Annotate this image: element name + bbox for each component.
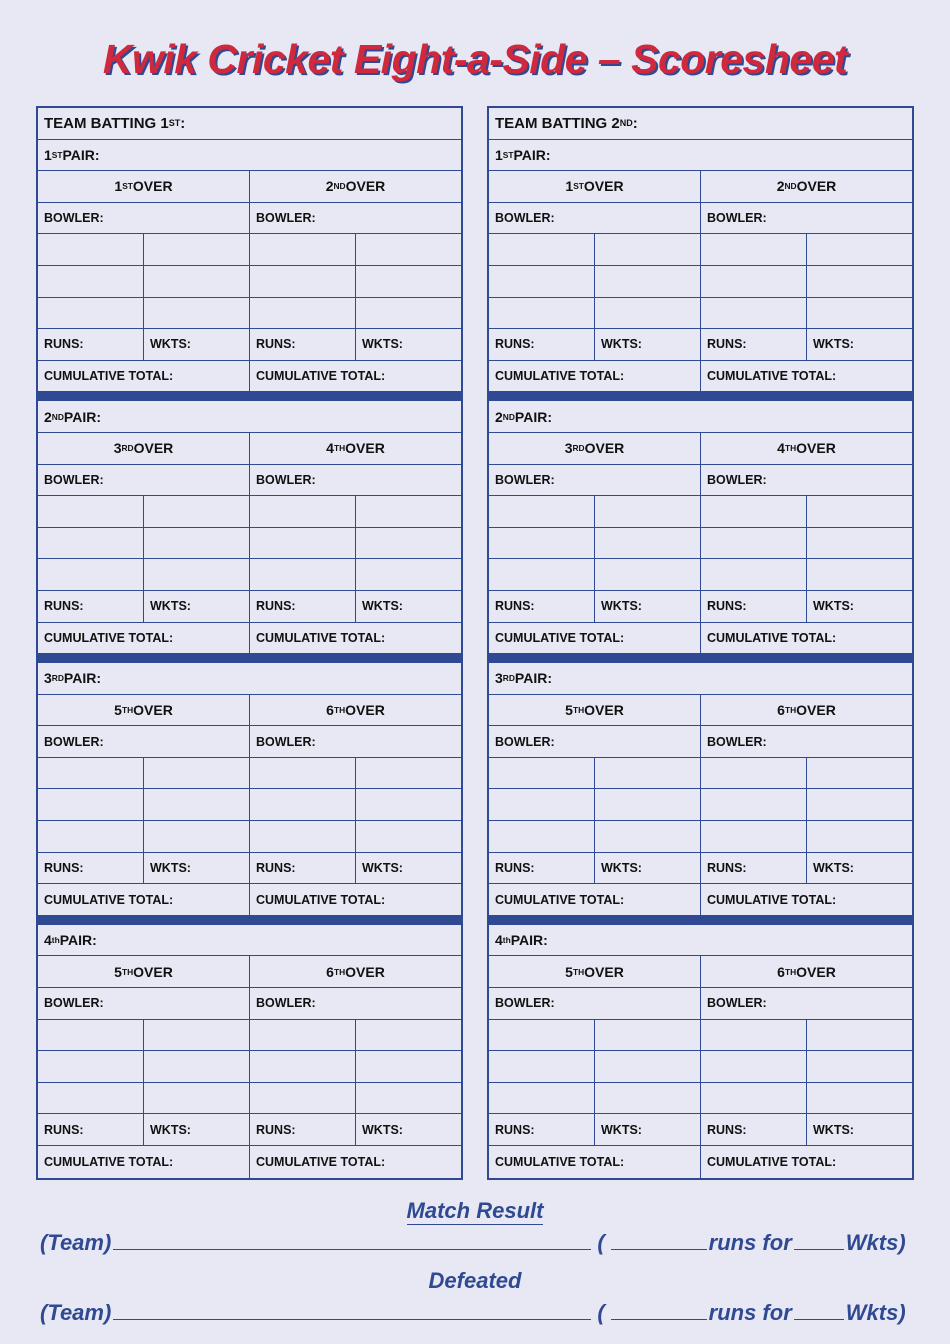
- wkts-label: Wkts): [845, 1230, 906, 1255]
- ball-entry-cell[interactable]: [356, 298, 461, 329]
- ball-entry-cell[interactable]: [489, 821, 595, 852]
- ball-entry-row: [489, 789, 912, 821]
- wkts-field[interactable]: WKTS:: [144, 591, 250, 622]
- over-header-row: [489, 171, 912, 203]
- ball-entry-cell[interactable]: [489, 789, 595, 820]
- pair-row: [489, 663, 912, 695]
- ball-entry-cell[interactable]: [250, 528, 356, 559]
- cumulative-total-row: [38, 1146, 461, 1178]
- pair-row: [489, 140, 912, 172]
- ball-entry-row: [489, 266, 912, 298]
- ball-entry-cell[interactable]: [144, 528, 250, 559]
- ball-entry-row: [38, 234, 461, 266]
- ball-entry-cell[interactable]: [144, 789, 250, 820]
- winning-team-line: [40, 1230, 912, 1256]
- bowler-row: [489, 988, 912, 1020]
- match-result-heading: [0, 1198, 950, 1224]
- cumulative-total-field[interactable]: CUMULATIVE TOTAL:: [489, 1146, 701, 1178]
- runs-wkts-row: [38, 329, 461, 361]
- ball-entry-cell[interactable]: [595, 1083, 701, 1114]
- ball-entry-cell[interactable]: [807, 821, 912, 852]
- ball-entry-row: [38, 1051, 461, 1083]
- ball-entry-row: [38, 1020, 461, 1052]
- cumulative-total-field[interactable]: CUMULATIVE TOTAL:: [38, 884, 250, 915]
- cumulative-total-field[interactable]: CUMULATIVE TOTAL:: [38, 623, 250, 654]
- ball-entry-row: [38, 559, 461, 591]
- over-header-row: [489, 695, 912, 727]
- over-label: 5 TH OVER: [38, 695, 250, 726]
- defeated-text: Defeated: [428, 1268, 522, 1293]
- bowler-field[interactable]: BOWLER:: [38, 988, 250, 1019]
- ball-entry-cell[interactable]: [701, 496, 807, 527]
- ball-entry-cell[interactable]: [356, 1020, 461, 1051]
- ball-entry-cell[interactable]: [489, 234, 595, 265]
- ball-entry-cell[interactable]: [807, 758, 912, 789]
- pair-row: [38, 663, 461, 695]
- runs-for-label: runs for: [708, 1230, 792, 1255]
- wkts-field[interactable]: WKTS:: [362, 599, 403, 614]
- ball-entry-cell[interactable]: [807, 1051, 912, 1082]
- runs-field[interactable]: RUNS:: [489, 1114, 595, 1145]
- ball-entry-row: [38, 821, 461, 853]
- ball-entry-row: [489, 298, 912, 330]
- ball-entry-cell[interactable]: [144, 1083, 250, 1114]
- bowler-field[interactable]: BOWLER:: [38, 726, 250, 757]
- over-label: 6 TH OVER: [777, 701, 836, 718]
- cumulative-total-field[interactable]: CUMULATIVE TOTAL:: [489, 361, 701, 392]
- ball-entry-cell[interactable]: [356, 789, 461, 820]
- ball-entry-cell[interactable]: [356, 821, 461, 852]
- ball-entry-row: [38, 789, 461, 821]
- team-label: (Team): [40, 1300, 112, 1325]
- cumulative-total-row: [489, 1146, 912, 1178]
- section-divider: [489, 916, 912, 925]
- wkts-field[interactable]: WKTS:: [362, 1122, 403, 1137]
- ball-entry-cell[interactable]: [250, 496, 356, 527]
- ball-entry-cell[interactable]: [144, 1020, 250, 1051]
- wkts-label: Wkts): [845, 1300, 906, 1325]
- ball-entry-cell[interactable]: [250, 1083, 356, 1114]
- ball-entry-cell[interactable]: [38, 496, 144, 527]
- bowler-field[interactable]: BOWLER:: [38, 465, 250, 496]
- bowler-field[interactable]: BOWLER:: [38, 203, 250, 234]
- ball-entry-cell[interactable]: [489, 266, 595, 297]
- ball-entry-row: [489, 1020, 912, 1052]
- team-2-scoresheet: [487, 106, 914, 1180]
- pair-label[interactable]: 4 th PAIR:: [44, 932, 97, 949]
- ball-entry-cell[interactable]: [807, 559, 912, 590]
- runs-field[interactable]: RUNS:: [38, 853, 144, 884]
- ball-entry-cell[interactable]: [489, 496, 595, 527]
- match-result-heading-text: Match Result: [406, 1198, 544, 1223]
- cumulative-total-row: [38, 361, 461, 393]
- over-label: 4 TH OVER: [326, 440, 385, 457]
- over-label: 5 TH OVER: [489, 956, 701, 987]
- bowler-row: [38, 988, 461, 1020]
- ball-entry-cell[interactable]: [701, 559, 807, 590]
- over-label: 5 TH OVER: [38, 956, 250, 987]
- wkts-field[interactable]: WKTS:: [595, 591, 701, 622]
- ball-entry-cell[interactable]: [807, 266, 912, 297]
- runs-field[interactable]: RUNS:: [38, 329, 144, 360]
- over-header-row: [38, 433, 461, 465]
- runs-wkts-row: [489, 1114, 912, 1146]
- wkts-field[interactable]: WKTS:: [813, 1122, 854, 1137]
- pair-row: [38, 401, 461, 433]
- bowler-field[interactable]: BOWLER:: [489, 465, 701, 496]
- cumulative-total-row: [38, 623, 461, 655]
- bowler-field[interactable]: BOWLER:: [489, 988, 701, 1019]
- wkts-field[interactable]: WKTS:: [362, 337, 403, 352]
- pair-label[interactable]: 1 ST PAIR:: [44, 146, 100, 163]
- ball-entry-cell[interactable]: [595, 1020, 701, 1051]
- cumulative-total-field[interactable]: CUMULATIVE TOTAL:: [489, 884, 701, 915]
- wkts-field[interactable]: WKTS:: [595, 329, 701, 360]
- runs-field[interactable]: RUNS:: [38, 591, 144, 622]
- wkts-field[interactable]: WKTS:: [144, 1114, 250, 1145]
- ball-entry-cell[interactable]: [356, 528, 461, 559]
- ball-entry-cell[interactable]: [144, 266, 250, 297]
- ball-entry-row: [489, 1051, 912, 1083]
- runs-field[interactable]: RUNS:: [489, 329, 595, 360]
- over-label: 6 TH OVER: [326, 963, 385, 980]
- ball-entry-row: [38, 758, 461, 790]
- ball-entry-row: [38, 1083, 461, 1115]
- cumulative-total-field[interactable]: CUMULATIVE TOTAL:: [489, 623, 701, 654]
- wkts-field[interactable]: WKTS:: [362, 860, 403, 875]
- ball-entry-cell[interactable]: [595, 496, 701, 527]
- cumulative-total-field[interactable]: CUMULATIVE TOTAL:: [38, 1146, 250, 1178]
- ball-entry-cell[interactable]: [701, 1083, 807, 1114]
- cumulative-total-field[interactable]: CUMULATIVE TOTAL:: [38, 361, 250, 392]
- open-paren: (: [597, 1230, 605, 1255]
- ball-entry-cell[interactable]: [489, 758, 595, 789]
- bowler-row: [38, 465, 461, 497]
- ball-entry-cell[interactable]: [595, 789, 701, 820]
- pair-label[interactable]: 3 RD PAIR:: [495, 670, 552, 687]
- ball-entry-cell[interactable]: [38, 1051, 144, 1082]
- ball-entry-cell[interactable]: [595, 266, 701, 297]
- pair-label[interactable]: 2 ND PAIR:: [44, 408, 101, 425]
- section-divider: [489, 392, 912, 401]
- ball-entry-row: [489, 528, 912, 560]
- ball-entry-cell[interactable]: [250, 298, 356, 329]
- team-label: (Team): [40, 1230, 112, 1255]
- ball-entry-cell[interactable]: [356, 1051, 461, 1082]
- ball-entry-row: [489, 559, 912, 591]
- ball-entry-cell[interactable]: [356, 1083, 461, 1114]
- over-label: 3 RD OVER: [38, 433, 250, 464]
- ball-entry-cell[interactable]: [701, 298, 807, 329]
- ball-entry-cell[interactable]: [38, 234, 144, 265]
- bowler-row: [489, 203, 912, 235]
- ball-entry-cell[interactable]: [38, 266, 144, 297]
- ball-entry-cell[interactable]: [489, 1051, 595, 1082]
- ball-entry-row: [489, 821, 912, 853]
- ball-entry-cell[interactable]: [701, 821, 807, 852]
- bowler-row: [38, 203, 461, 235]
- section-divider: [38, 392, 461, 401]
- runs-wkts-row: [38, 853, 461, 885]
- cumulative-total-field[interactable]: CUMULATIVE TOTAL:: [256, 892, 386, 907]
- ball-entry-cell[interactable]: [356, 234, 461, 265]
- ball-entry-row: [489, 758, 912, 790]
- ball-entry-cell[interactable]: [807, 234, 912, 265]
- ball-entry-row: [489, 234, 912, 266]
- ball-entry-cell[interactable]: [807, 496, 912, 527]
- over-header-row: [38, 956, 461, 988]
- bowler-row: [489, 726, 912, 758]
- winning-team-wkts-field[interactable]: [794, 1231, 844, 1250]
- cumulative-total-field[interactable]: CUMULATIVE TOTAL:: [256, 630, 386, 645]
- ball-entry-row: [489, 496, 912, 528]
- ball-entry-row: [489, 1083, 912, 1115]
- wkts-field[interactable]: WKTS:: [144, 853, 250, 884]
- section-divider: [38, 654, 461, 663]
- cumulative-total-field[interactable]: CUMULATIVE TOTAL:: [707, 1154, 837, 1169]
- cumulative-total-field[interactable]: CUMULATIVE TOTAL:: [707, 369, 837, 384]
- defeated-heading: [0, 1268, 950, 1294]
- ball-entry-cell[interactable]: [807, 298, 912, 329]
- over-header-row: [489, 433, 912, 465]
- ball-entry-cell[interactable]: [807, 528, 912, 559]
- bowler-field[interactable]: BOWLER:: [489, 203, 701, 234]
- wkts-field[interactable]: WKTS:: [813, 860, 854, 875]
- ball-entry-cell[interactable]: [595, 758, 701, 789]
- over-label: 6 TH OVER: [326, 701, 385, 718]
- ball-entry-cell[interactable]: [250, 559, 356, 590]
- cumulative-total-field[interactable]: CUMULATIVE TOTAL:: [256, 369, 386, 384]
- ball-entry-cell[interactable]: [38, 559, 144, 590]
- ball-entry-cell[interactable]: [595, 821, 701, 852]
- section-divider: [489, 654, 912, 663]
- ball-entry-cell[interactable]: [250, 758, 356, 789]
- ball-entry-cell[interactable]: [250, 1051, 356, 1082]
- runs-field[interactable]: RUNS:: [38, 1114, 144, 1145]
- runs-wkts-row: [489, 853, 912, 885]
- over-label: 5 TH OVER: [489, 695, 701, 726]
- ball-entry-cell[interactable]: [701, 528, 807, 559]
- losing-team-name-field[interactable]: [113, 1301, 591, 1320]
- pair-row: [38, 925, 461, 957]
- ball-entry-cell[interactable]: [250, 234, 356, 265]
- runs-field[interactable]: RUNS:: [701, 591, 807, 622]
- ball-entry-cell[interactable]: [489, 528, 595, 559]
- ball-entry-cell[interactable]: [38, 789, 144, 820]
- runs-field[interactable]: RUNS:: [250, 853, 356, 884]
- team-batting-label[interactable]: TEAM BATTING 2 ND :: [495, 114, 638, 132]
- wkts-field[interactable]: WKTS:: [813, 337, 854, 352]
- ball-entry-cell[interactable]: [144, 234, 250, 265]
- ball-entry-cell[interactable]: [701, 266, 807, 297]
- over-label: 4 TH OVER: [777, 440, 836, 457]
- team-batting-label[interactable]: TEAM BATTING 1 ST :: [44, 114, 186, 132]
- ball-entry-row: [38, 298, 461, 330]
- losing-team-runs-field[interactable]: [611, 1301, 707, 1320]
- over-label: 2 ND OVER: [776, 178, 837, 195]
- runs-field[interactable]: RUNS:: [489, 853, 595, 884]
- ball-entry-cell[interactable]: [144, 821, 250, 852]
- ball-entry-cell[interactable]: [38, 1020, 144, 1051]
- runs-field[interactable]: RUNS:: [489, 591, 595, 622]
- pair-label[interactable]: 1 ST PAIR:: [495, 146, 551, 163]
- cumulative-total-field[interactable]: CUMULATIVE TOTAL:: [707, 892, 837, 907]
- cumulative-total-field[interactable]: CUMULATIVE TOTAL:: [256, 1154, 386, 1169]
- runs-field[interactable]: RUNS:: [701, 329, 807, 360]
- bowler-field[interactable]: BOWLER:: [707, 996, 767, 1011]
- pair-label[interactable]: 4 th PAIR:: [495, 932, 548, 949]
- runs-field[interactable]: RUNS:: [250, 329, 356, 360]
- team-batting-row: [38, 108, 461, 140]
- ball-entry-row: [38, 496, 461, 528]
- wkts-field[interactable]: WKTS:: [144, 329, 250, 360]
- ball-entry-cell[interactable]: [489, 298, 595, 329]
- ball-entry-cell[interactable]: [595, 559, 701, 590]
- wkts-field[interactable]: WKTS:: [595, 1114, 701, 1145]
- ball-entry-cell[interactable]: [595, 528, 701, 559]
- ball-entry-cell[interactable]: [38, 1083, 144, 1114]
- ball-entry-cell[interactable]: [701, 1020, 807, 1051]
- cumulative-total-field[interactable]: CUMULATIVE TOTAL:: [707, 630, 837, 645]
- cumulative-total-row: [489, 361, 912, 393]
- ball-entry-cell[interactable]: [144, 1051, 250, 1082]
- runs-for-label: runs for: [708, 1300, 792, 1325]
- ball-entry-cell[interactable]: [250, 789, 356, 820]
- ball-entry-cell[interactable]: [701, 1051, 807, 1082]
- runs-field[interactable]: RUNS:: [250, 1114, 356, 1145]
- ball-entry-cell[interactable]: [250, 821, 356, 852]
- pair-label[interactable]: 2 ND PAIR:: [495, 408, 552, 425]
- losing-team-wkts-field[interactable]: [794, 1301, 844, 1320]
- over-header-row: [38, 171, 461, 203]
- bowler-field[interactable]: BOWLER:: [256, 472, 316, 487]
- ball-entry-cell[interactable]: [356, 496, 461, 527]
- ball-entry-cell[interactable]: [144, 559, 250, 590]
- over-label: 3 RD OVER: [489, 433, 701, 464]
- bowler-field[interactable]: BOWLER:: [256, 996, 316, 1011]
- pair-label[interactable]: 3 RD PAIR:: [44, 670, 101, 687]
- cumulative-total-row: [489, 884, 912, 916]
- ball-entry-cell[interactable]: [38, 821, 144, 852]
- winning-team-runs-field[interactable]: [611, 1231, 707, 1250]
- ball-entry-cell[interactable]: [356, 758, 461, 789]
- section-divider: [38, 916, 461, 925]
- runs-wkts-row: [489, 591, 912, 623]
- pair-row: [489, 925, 912, 957]
- ball-entry-cell[interactable]: [356, 266, 461, 297]
- over-header-row: [38, 695, 461, 727]
- bowler-field[interactable]: BOWLER:: [707, 734, 767, 749]
- pair-row: [489, 401, 912, 433]
- ball-entry-cell[interactable]: [38, 298, 144, 329]
- wkts-field[interactable]: WKTS:: [813, 599, 854, 614]
- over-header-row: [489, 956, 912, 988]
- over-label: 1 ST OVER: [38, 171, 250, 202]
- ball-entry-cell[interactable]: [38, 528, 144, 559]
- ball-entry-cell[interactable]: [250, 1020, 356, 1051]
- bowler-field[interactable]: BOWLER:: [256, 734, 316, 749]
- ball-entry-cell[interactable]: [144, 496, 250, 527]
- cumulative-total-row: [38, 884, 461, 916]
- ball-entry-cell[interactable]: [144, 298, 250, 329]
- ball-entry-cell[interactable]: [144, 758, 250, 789]
- ball-entry-cell[interactable]: [701, 234, 807, 265]
- runs-wkts-row: [489, 329, 912, 361]
- ball-entry-cell[interactable]: [807, 789, 912, 820]
- ball-entry-cell[interactable]: [489, 1020, 595, 1051]
- bowler-field[interactable]: BOWLER:: [707, 472, 767, 487]
- runs-wkts-row: [38, 1114, 461, 1146]
- over-label: 2 ND OVER: [325, 178, 386, 195]
- runs-field[interactable]: RUNS:: [250, 591, 356, 622]
- losing-team-line: [40, 1300, 912, 1326]
- cumulative-total-row: [489, 623, 912, 655]
- bowler-field[interactable]: BOWLER:: [489, 726, 701, 757]
- wkts-field[interactable]: WKTS:: [595, 853, 701, 884]
- page-title: Kwik Cricket Eight-a-Side – Scoresheet: [102, 36, 848, 82]
- ball-entry-row: [38, 266, 461, 298]
- bowler-row: [489, 465, 912, 497]
- ball-entry-cell[interactable]: [701, 789, 807, 820]
- ball-entry-cell[interactable]: [807, 1083, 912, 1114]
- ball-entry-cell[interactable]: [38, 758, 144, 789]
- over-label: 1 ST OVER: [489, 171, 701, 202]
- runs-field[interactable]: RUNS:: [701, 1114, 807, 1145]
- over-label: 6 TH OVER: [777, 963, 836, 980]
- ball-entry-row: [38, 528, 461, 560]
- ball-entry-cell[interactable]: [489, 1083, 595, 1114]
- ball-entry-cell[interactable]: [701, 758, 807, 789]
- team-batting-row: [489, 108, 912, 140]
- open-paren: (: [597, 1300, 605, 1325]
- runs-wkts-row: [38, 591, 461, 623]
- bowler-field[interactable]: BOWLER:: [707, 211, 767, 226]
- bowler-row: [38, 726, 461, 758]
- bowler-field[interactable]: BOWLER:: [256, 211, 316, 226]
- ball-entry-cell[interactable]: [595, 298, 701, 329]
- ball-entry-cell[interactable]: [489, 559, 595, 590]
- winning-team-name-field[interactable]: [113, 1231, 591, 1250]
- runs-field[interactable]: RUNS:: [701, 853, 807, 884]
- team-1-scoresheet: [36, 106, 463, 1180]
- pair-row: [38, 140, 461, 172]
- ball-entry-cell[interactable]: [595, 234, 701, 265]
- ball-entry-cell[interactable]: [250, 266, 356, 297]
- ball-entry-cell[interactable]: [356, 559, 461, 590]
- ball-entry-cell[interactable]: [807, 1020, 912, 1051]
- ball-entry-cell[interactable]: [595, 1051, 701, 1082]
